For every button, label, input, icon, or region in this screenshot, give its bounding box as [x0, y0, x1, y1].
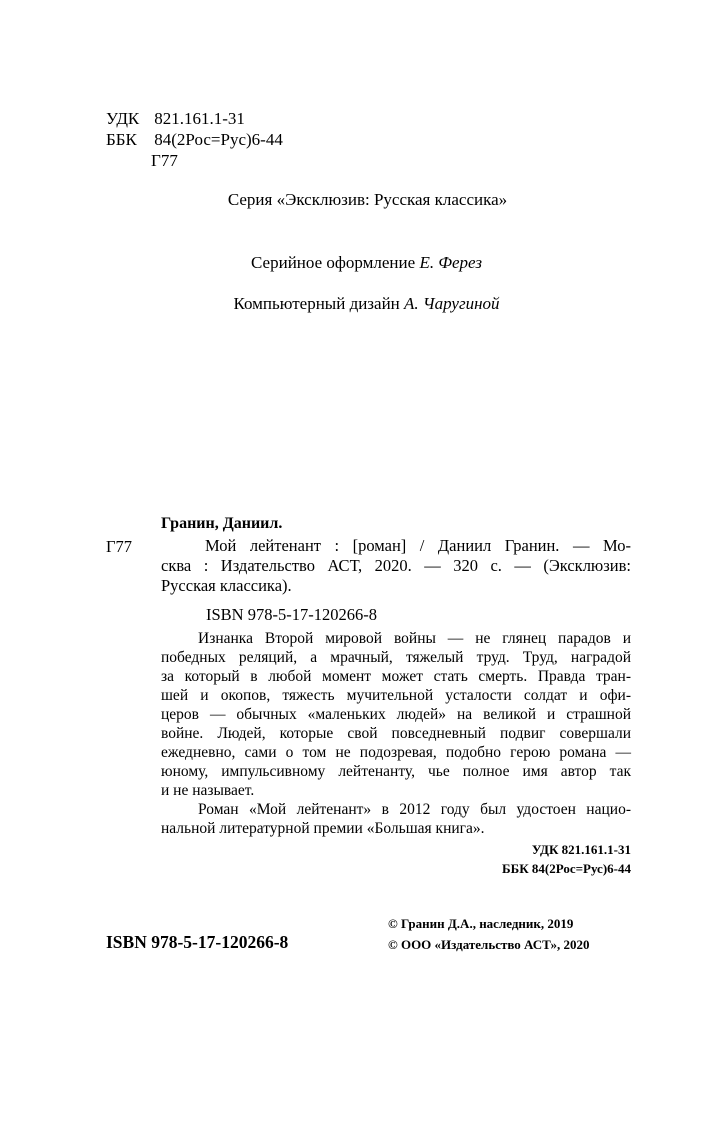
annotation-line: Изнанка Второй мировой войны — не глянец парадов и [198, 630, 631, 647]
annotation-line: шей и окопов, тяжесть мучительной усталости солдат и офи- [161, 687, 631, 704]
copyright-line-publisher: © ООО «Издательство АСТ», 2020 [388, 937, 590, 952]
annotation-line: и не называет. [161, 782, 255, 799]
annotation-line: юному, импульсивному лейтенанту, чье полное имя автор так [161, 763, 631, 780]
udk-value: 821.161.1-31 [154, 109, 245, 128]
annotation-line: войне. Людей, которые свой повседневный подвиг совершали [161, 725, 631, 742]
bibl-line: сква : Издательство АСТ, 2020. — 320 с. — (Эксклюзив: [161, 556, 631, 575]
bbk-value: 84(2Рос=Рус)6-44 [154, 130, 283, 149]
catalog-isbn: ISBN 978-5-17-120266-8 [206, 605, 377, 624]
udk-row [106, 108, 283, 129]
annotation-line: Роман «Мой лейтенант» в 2012 году был удостоен нацио- [198, 801, 631, 818]
series-title: Серия «Эксклюзив: Русская классика» [227, 190, 508, 209]
author-mark-top: Г77 [151, 151, 178, 170]
annotation-line: нальной литературной премии «Большая книга». [161, 820, 485, 837]
annotation [161, 629, 631, 838]
catalog-author-mark: Г77 [106, 537, 133, 556]
series-designer-name: Е. Ферез [419, 253, 482, 272]
catalog-udk: УДК 821.161.1-31 [531, 842, 631, 857]
bibl-line: Мой лейтенант : [роман] / Даниил Гранин. — Мо- [205, 536, 631, 555]
footer-isbn: ISBN 978-5-17-120266-8 [106, 932, 289, 952]
bbk-label: ББК [106, 130, 137, 149]
computer-design-label: Компьютерный дизайн [233, 294, 400, 313]
computer-designer-name: А. Чаругиной [404, 294, 500, 313]
annotation-line: ежедневно, сами о том не подозревая, подобно герою романа — [161, 744, 631, 761]
computer-design-credit [12, 294, 709, 314]
catalog-classification-codes [430, 840, 631, 878]
bbk-row [106, 129, 283, 150]
annotation-line: за который в любой момент может стать смерть. Правда тран- [161, 668, 631, 685]
annotation-line: церов — обычных «маленьких людей» на великой и страшной [161, 706, 631, 723]
udk-label: УДК [106, 109, 140, 128]
catalog-bbk: ББК 84(2Рос=Рус)6-44 [502, 861, 631, 876]
annotation-line: победных реляций, а мрачный, тяжелый труд. Труд, наградой [161, 649, 631, 666]
catalog-author: Гранин, Даниил. [161, 515, 283, 532]
copyright-line-author: © Гранин Д.А., наследник, 2019 [388, 916, 574, 931]
series-design-credit [12, 253, 709, 273]
bibliographic-description [161, 536, 631, 596]
series-design-label: Серийное оформление [251, 253, 416, 272]
bibl-line: Русская классика). [161, 576, 292, 595]
copyright-block [388, 913, 590, 955]
top-classification-codes [106, 108, 283, 171]
